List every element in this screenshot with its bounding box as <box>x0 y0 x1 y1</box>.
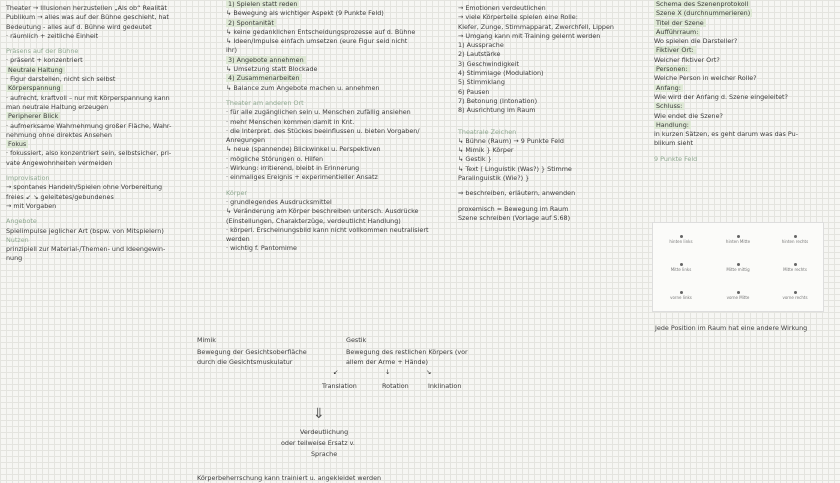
note-text: Anregungen <box>226 136 266 145</box>
note-line <box>226 235 451 244</box>
grid-point-label: hinten Mitte <box>725 239 751 244</box>
note-line <box>458 214 648 223</box>
note-line <box>458 128 648 137</box>
note-text: ↳ Text ⟨ Linguistik (Was?) } Stimme <box>458 164 572 173</box>
grid-point-label: Mitte rechts <box>783 267 807 272</box>
note-heading: 3) Angebote annehmen <box>228 55 304 64</box>
note-text: · Figur darstellen, nicht sich selbst <box>6 75 116 84</box>
note-line <box>226 74 451 83</box>
verdeutlichung-line-1: Verdeutlichung <box>300 428 349 436</box>
note-text: · mögliche Störungen o. Hilfen <box>226 154 324 163</box>
note-heading: Personen: <box>656 65 688 74</box>
gestik-line-2: allem der Arme + Hände) <box>346 358 429 366</box>
note-text: Szene schreiben (Vorlage auf S.68) <box>458 213 571 222</box>
grid-dot <box>680 235 683 238</box>
note-text: ↳ keine gedanklichen Entscheidungsprozesse auf d. Bühne <box>226 27 416 36</box>
note-text: 1) Aussprache <box>458 41 504 50</box>
note-text: · grundlegendes Ausdrucksmittel <box>226 197 332 206</box>
grid-point-label: hinten links <box>669 239 693 244</box>
note-text: · einmaliges Ereignis + experimentieller Ansatz <box>226 173 378 182</box>
note-heading: Szene X (durchnummerieren) <box>656 9 751 18</box>
note-text: 4) Stimmlage (Modulation) <box>458 69 544 78</box>
arrow-left-icon: ↙ <box>333 368 339 376</box>
note-line <box>654 9 839 18</box>
note-line <box>654 121 839 130</box>
note-text: · wichtig f. Pantomime <box>226 244 297 253</box>
note-text: Publikum → alles was auf der Bühne geschieht, hat <box>6 13 169 22</box>
grid-point <box>661 291 701 300</box>
nine-point-field-diagram <box>652 222 824 312</box>
note-line <box>654 84 839 93</box>
note-line <box>6 140 211 149</box>
note-line <box>226 65 451 74</box>
note-line <box>6 193 211 202</box>
grid-dot <box>680 263 683 266</box>
grid-point-label: vorne rechts <box>782 295 808 300</box>
mimik-title: Mimik <box>197 336 216 344</box>
note-line <box>226 28 451 37</box>
note-line <box>654 93 839 102</box>
mimik-line-1: Bewegung der Gesichtsoberfläche <box>197 348 307 356</box>
note-text: ↳ neue (spannende) Blickwinkel u. Perspektiven <box>226 145 381 154</box>
grid-point <box>775 235 815 244</box>
column-3 <box>458 4 648 223</box>
note-text: Wie endet die Szene? <box>654 111 723 120</box>
note-text: 7) Betonung (Intonation) <box>458 96 538 105</box>
grid-point <box>718 263 758 272</box>
note-text: prinzipiell zur Material-/Themen- und Ideengewin- <box>6 245 166 254</box>
note-line <box>458 4 648 13</box>
note-line <box>458 69 648 78</box>
note-text: · präsent + konzentriert <box>6 56 83 65</box>
note-line <box>458 205 648 214</box>
note-line <box>458 137 648 146</box>
grid-point <box>661 263 701 272</box>
note-text: · räumlich + zeitliche Einheit <box>6 31 99 40</box>
note-line <box>226 226 451 235</box>
note-line <box>226 217 451 226</box>
note-line <box>458 155 648 164</box>
note-text: 5) Stimmklang <box>458 78 505 87</box>
note-heading: Angebote <box>6 217 37 226</box>
note-line <box>6 174 211 183</box>
note-line <box>226 99 451 108</box>
grid-point <box>718 235 758 244</box>
note-line <box>6 112 211 121</box>
note-text: man neutrale Haltung erzeugen <box>6 102 109 111</box>
note-line <box>654 28 839 37</box>
note-text: ↳ Bühne (Raum) → 9 Punkte Feld <box>458 136 564 145</box>
note-line <box>226 46 451 55</box>
note-line <box>6 47 211 56</box>
note-line <box>6 84 211 93</box>
note-line <box>6 217 211 226</box>
note-text: → spontanes Handeln/Spielen ohne Vorbereitung <box>6 183 163 192</box>
note-line <box>226 164 451 173</box>
note-text: 8) Ausrichtung im Raum <box>458 106 536 115</box>
note-line <box>226 56 451 65</box>
note-line <box>6 66 211 75</box>
grid-point-label: hinten rechts <box>781 239 809 244</box>
note-text: Wo spielen die Darsteller? <box>654 37 738 46</box>
note-heading: Präsens auf der Bühne <box>6 47 79 56</box>
note-line <box>654 74 839 83</box>
note-line <box>458 88 648 97</box>
note-line <box>6 122 211 131</box>
note-line <box>6 183 211 192</box>
note-text: 3) Geschwindigkeit <box>458 59 519 68</box>
note-text: ↳ Veränderung am Körper beschreiben untersch. Ausdrücke <box>226 207 419 216</box>
note-text: → Umgang kann mit Training gelernt werden <box>458 31 601 40</box>
note-text: · fokussiert, also konzentriert sein, selbstsicher, pri- <box>6 149 172 158</box>
note-heading: Körperspannung <box>8 84 61 93</box>
note-heading: Neutrale Haltung <box>8 65 63 74</box>
note-heading: 2) Spontanität <box>228 18 274 27</box>
note-line <box>226 155 451 164</box>
note-line <box>6 94 211 103</box>
note-line <box>654 130 839 139</box>
grid-dot <box>737 263 740 266</box>
note-text: Theater → Illusionen herzustellen „Als ob“ Realität <box>6 4 167 12</box>
inklination-label: Inklination <box>428 382 462 390</box>
arrow-right-icon: ↘ <box>426 368 432 376</box>
note-text: → viele Körperteile spielen eine Rolle: <box>458 13 578 22</box>
note-line <box>226 198 451 207</box>
grid-dot <box>794 291 797 294</box>
note-line <box>226 9 451 18</box>
note-heading: Aufführraum: <box>656 27 699 36</box>
note-line <box>226 108 451 117</box>
note-heading: Theater am anderen Ort <box>226 98 304 107</box>
note-line <box>6 131 211 140</box>
verdeutlichung-line-2: oder teilweise Ersatz v. <box>281 439 355 447</box>
note-line <box>654 56 839 65</box>
note-line <box>458 174 648 183</box>
note-heading: 1) Spielen statt reden <box>228 0 298 8</box>
note-text: ↳ Umsetzung statt Blockade <box>226 65 318 74</box>
note-heading: Schluss: <box>656 102 683 111</box>
note-heading: Theatrale Zeichen <box>458 127 517 136</box>
note-line <box>6 149 211 158</box>
note-heading: Fokus <box>8 140 27 149</box>
note-heading: Schema des Szenenprotokoll <box>656 0 749 8</box>
note-line <box>458 32 648 41</box>
note-text: freies ↙ ↘ geleitetes/gebundenes <box>6 192 114 201</box>
note-line <box>458 50 648 59</box>
note-text: Spielimpulse jeglicher Art (bspw. von Mitspielern) <box>6 226 164 235</box>
translation-label: Translation <box>322 382 357 390</box>
note-line <box>6 75 211 84</box>
note-line <box>226 118 451 127</box>
note-line <box>6 236 211 245</box>
note-line <box>654 46 839 55</box>
note-line <box>6 227 211 236</box>
note-text: ihr) <box>226 46 237 55</box>
column-4 <box>654 0 839 164</box>
grid-dot <box>680 291 683 294</box>
note-line <box>458 97 648 106</box>
note-line <box>6 13 211 22</box>
gestik-title: Gestik <box>346 336 367 344</box>
grid-dot <box>737 291 740 294</box>
note-text: · die Interpret. des Stückes beeinflussen u. bieten Vorgaben/ <box>226 126 420 135</box>
note-text: ↳ Mimik } Körper <box>458 146 514 155</box>
note-line <box>226 0 451 9</box>
note-text: ↳ Ideen/Impulse einfach umsetzen (eure Figur seid nicht <box>226 37 408 46</box>
note-line <box>458 78 648 87</box>
note-line <box>654 155 839 164</box>
note-line <box>6 103 211 112</box>
note-line <box>458 189 648 198</box>
note-text: 2) Lautstärke <box>458 50 501 59</box>
note-text: ↳ Gestik } <box>458 155 492 164</box>
note-text: Bedeutung - alles auf d. Bühne wird gedeutet <box>6 22 152 31</box>
note-text: · körperl. Erscheinungsbild kann nicht vollkommen neutralisiert <box>226 225 429 234</box>
note-line <box>6 202 211 211</box>
grid-point-label: Mitte links <box>670 267 692 272</box>
note-line <box>654 19 839 28</box>
verdeutlichung-line-3: Sprache <box>311 450 338 458</box>
gestik-line-1: Bewegung des restlichen Körpers (vor <box>346 348 468 356</box>
grid-caption: Jede Position im Raum hat eine andere Wirkung <box>655 324 808 332</box>
note-line <box>226 136 451 145</box>
note-line <box>226 37 451 46</box>
note-heading: Handlung: <box>656 120 689 129</box>
grid-dot <box>794 263 797 266</box>
grid-point <box>718 291 758 300</box>
note-line <box>226 127 451 136</box>
note-heading: Anfang: <box>656 83 681 92</box>
note-line <box>6 245 211 254</box>
note-text: blikum sieht <box>654 139 694 148</box>
note-line <box>654 139 839 148</box>
note-line <box>654 65 839 74</box>
note-text: (Einstellungen, Charakterzüge, verdeutlicht Handlung) <box>226 216 401 225</box>
note-heading: 4) Zusammenarbeiten <box>228 74 300 83</box>
note-line <box>654 112 839 121</box>
note-line <box>6 159 211 168</box>
note-line <box>226 189 451 198</box>
note-line <box>458 41 648 50</box>
note-text: 6) Pausen <box>458 87 490 96</box>
grid-point-label: Mitte mittig <box>726 267 750 272</box>
note-text: · für alle zugänglichen sein u. Menschen zufällig ansiehen <box>226 108 411 117</box>
note-text: nehmung ohne direktes Ansehen <box>6 130 112 139</box>
note-line <box>654 0 839 9</box>
note-text: nung <box>6 254 23 263</box>
grid-point-label: vorne Mitte <box>726 295 750 300</box>
note-text: vate Angewohnheiten vermeiden <box>6 158 113 167</box>
note-text: ⇒ beschreiben, erläutern, anwenden <box>458 189 576 198</box>
column-2 <box>226 0 451 254</box>
grid-dot <box>737 235 740 238</box>
note-line <box>654 102 839 111</box>
note-text: → mit Vorgaben <box>6 201 57 210</box>
note-text: → Emotionen verdeutlichen <box>458 4 546 12</box>
note-line <box>458 13 648 22</box>
arrow-down-icon: ↓ <box>385 368 391 376</box>
note-text: werden <box>226 235 250 244</box>
mimik-line-2: durch die Gesichtsmuskulatur <box>197 358 293 366</box>
cut-off-line: Körperbeherrschung kann trainiert u. angekleidet werden <box>197 474 382 482</box>
note-text: Welcher fiktiver Ort? <box>654 55 720 64</box>
note-line <box>458 146 648 155</box>
note-line <box>226 244 451 253</box>
note-line <box>226 145 451 154</box>
note-line <box>6 56 211 65</box>
note-text: in kurzen Sätzen, es geht darum was das Pu- <box>654 130 798 139</box>
note-heading: 9 Punkte Feld <box>654 154 698 163</box>
note-line <box>458 23 648 32</box>
grid-point <box>661 235 701 244</box>
grid-point <box>775 291 815 300</box>
note-text: · Wirkung: irritierend, bleibt in Erinnerung <box>226 164 360 173</box>
rotation-label: Rotation <box>382 382 409 390</box>
note-heading: Körper <box>226 188 248 197</box>
note-line <box>226 207 451 216</box>
note-line <box>6 254 211 263</box>
note-line <box>458 106 648 115</box>
note-heading: Peripherer Blick <box>8 112 59 121</box>
note-heading: Fiktiver Ort: <box>656 46 694 55</box>
grid-point-label: vorne links <box>670 295 692 300</box>
note-text: · aufmerksame Wahrnehmung großer Fläche, Wahr- <box>6 121 172 130</box>
grid-dot <box>794 235 797 238</box>
note-line <box>6 23 211 32</box>
note-heading: Titel der Szene <box>656 18 704 27</box>
note-heading: Nutzen <box>6 235 29 244</box>
note-text: Paralinguistik (Wie?) } <box>458 174 530 183</box>
note-text: ↳ Balance zum Angebote machen u. annehmen <box>226 83 380 92</box>
note-line <box>6 32 211 41</box>
note-line <box>226 19 451 28</box>
note-line <box>458 165 648 174</box>
column-1 <box>6 4 211 264</box>
note-line <box>458 60 648 69</box>
note-line <box>6 4 211 13</box>
note-text: proxemisch = Bewegung im Raum <box>458 204 569 213</box>
note-line <box>226 173 451 182</box>
note-line <box>226 84 451 93</box>
note-text: · aufrecht, kraftvoll – nur mit Körperspannung kann <box>6 93 170 102</box>
note-text: Wie wird der Anfang d. Szene eingeleitet? <box>654 92 788 101</box>
grid-point <box>775 263 815 272</box>
note-text: · mehr Menschen kommen damit in Knt. <box>226 117 355 126</box>
note-text: Welche Person in welcher Rolle? <box>654 74 757 83</box>
note-heading: Improvisation <box>6 174 50 183</box>
note-text: ↳ Bewegung als wichtiger Aspekt (9 Punkte Feld) <box>226 9 384 18</box>
note-text: Kiefer, Zunge, Stimmapparat, Zwerchfell, Lippen <box>458 22 614 31</box>
note-line <box>654 37 839 46</box>
double-down-arrow-icon: ⇓ <box>313 406 325 422</box>
